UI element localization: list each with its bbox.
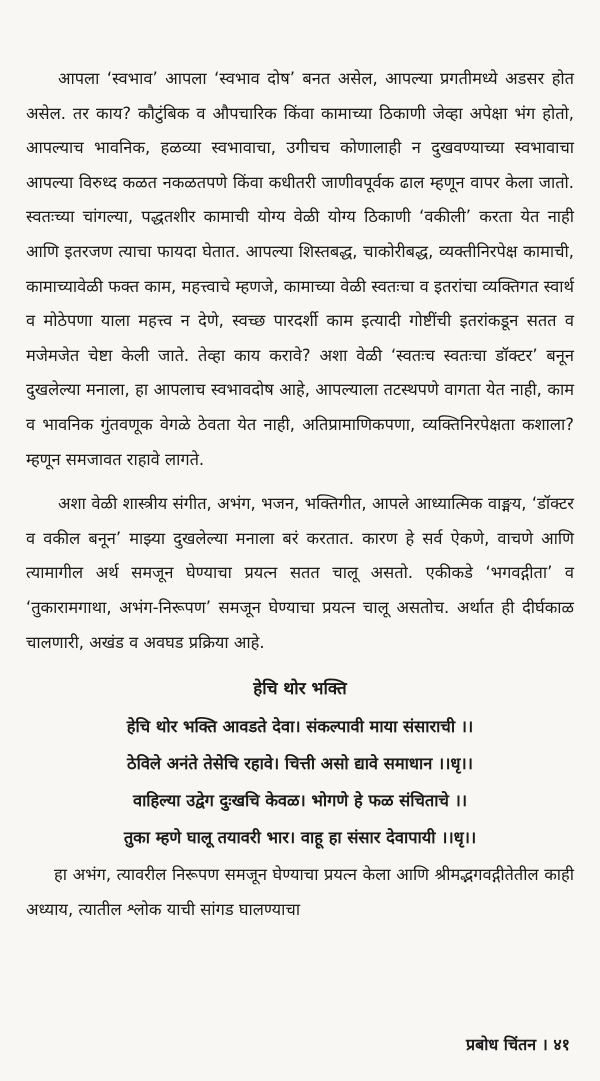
book-title: प्रबोध चिंतन (466, 1035, 537, 1054)
abhang-line: हेचि थोर भक्ति आवडते देवा। संकल्पावी माया संसाराची ।। (126, 717, 474, 737)
abhang-title: हेचि थोर भक्ति (253, 679, 347, 700)
abhang-line: वाहिल्या उद्वेग दुःखचि केवळ। भोगणे हे फळ संचिताचे ।। (132, 791, 468, 811)
page-footer (466, 1034, 570, 1056)
abhang-line: तुका म्हणे घालू तयावरी भार। वाहू हा संसार देवापायी ।।धृ।। (123, 828, 477, 848)
paragraph-closing: हा अभंग, त्यावरील निरूपण समजून घेण्याचा प्रयत्न केला आणि श्रीमद्भगवद्गीतेतील काही अध्याय, त्यातील श्लोक याची सांगड घालण्याचा (26, 865, 574, 919)
paragraph-swabhav-dosh: आपला ‘स्वभाव’ आपला ‘स्वभाव दोष’ बनत असेल, आपल्या प्रगतीमध्ये अडसर होत असेल. तर काय? कौटुंबिक व औपचारिक किंवा कामाच्या ठिकाणी जेव्हा अपेक्षा भंग होतो, आपल्याच भावनिक, हळव्या स्वभावाचा, उगीचच कोणालाही न दुखवण्याच्या स्वभावाचा आपल्या विरुध्द कळत नकळतपणे किंवा कधीतरी जाणीवपूर्वक ढाल म्हणून वापर केला जातो. स्वतःच्या चांगल्या, पद्धतशीर कामाची योग्य वेळी योग्य ठिकाणी ‘वकीली’ करता येत नाही आणि इतरजण त्याचा फायदा घेतात. आपल्या शिस्तबद्ध, चाकोरीबद्ध, व्यक्तीनिरपेक्ष कामाची, कामाच्यावेळी फक्त काम, महत्त्वाचे म्हणजे, कामाच्या वेळी स्वतःचा व इतरांचा व्यक्तिगत स्वार्थ व मोठेपणा याला महत्त्व न देणे, स्वच्छ पारदर्शी काम इत्यादी गोष्टींची इतरांकडून सतत व मजेमजेत चेष्टा केली जाते. तेव्हा काय करावे? अशा वेळी ‘स्वतःच स्वतःचा डॉक्टर’ बनून दुखलेल्या मनाला, हा आपलाच स्वभावदोष आहे, आपल्याला तटस्थपणे वागता येत नाही, काम व भावनिक गुंतवणूक वेगळे ठेवता येत नाही, अतिप्रामाणिकपणा, व्यक्तिनिरपेक्षता कशाला? म्हणून समजावत राहावे लागते. (26, 69, 574, 469)
paragraph-shastriya-sangeet: अशा वेळी शास्त्रीय संगीत, अभंग, भजन, भक्तिगीत, आपले आध्यात्मिक वाङ्मय, ‘डॉक्टर व वकील बनून’ माझ्या दुखलेल्या मनाला बरं करतात. कारण हे सर्व ऐकणे, वाचणे आणि त्यामागील अर्थ समजून घेण्याचा प्रयत्न सतत चालू असतो. एकीकडे ‘भगवद्गीता’ व ‘तुकारामगाथा, अभंग-निरूपण’ समजून घेण्याचा प्रयत्न चालू असतोच. अर्थात ही दीर्घकाळ चालणारी, अखंड व अवघड प्रक्रिया आहे. (26, 494, 574, 652)
page-number: ४१ (553, 1035, 570, 1054)
abhang-verse (26, 708, 574, 856)
abhang-line: ठेविले अनंते तेसेचि रहावे। चित्ती असो द्यावे समाधान ।।धृ।। (127, 754, 473, 774)
footer-separator: । (541, 1035, 548, 1054)
page-body (26, 62, 574, 927)
